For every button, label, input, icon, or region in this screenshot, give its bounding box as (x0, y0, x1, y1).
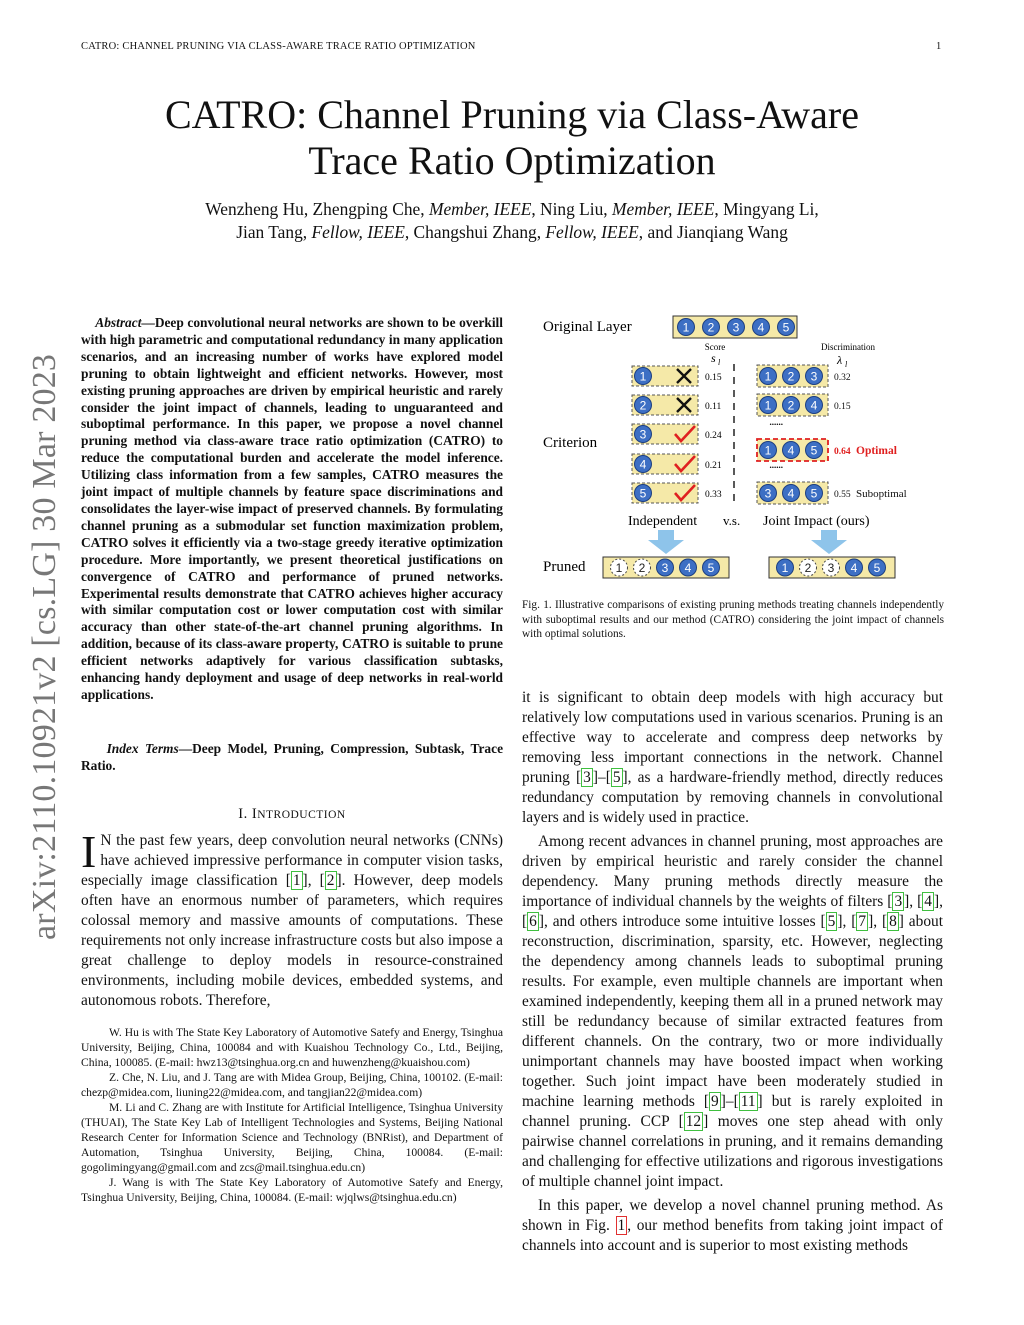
combo-value: 0.55 (834, 490, 851, 500)
down-arrow-icon (648, 530, 684, 554)
citation-link[interactable]: 3 (583, 769, 591, 786)
channel-4 (846, 559, 863, 576)
abstract (81, 315, 503, 704)
authors-text: , Changshui Zhang, (404, 222, 546, 242)
channel-1 (611, 559, 628, 576)
channel-3 (657, 559, 674, 576)
figure-1 (525, 312, 945, 592)
channel-5 (703, 559, 720, 576)
drop-cap: I (81, 826, 97, 877)
independent-rows (632, 366, 722, 503)
section-title-big: I (251, 806, 258, 822)
authors-text: Jian Tang, (236, 222, 312, 242)
citation-link[interactable]: 9 (711, 1093, 719, 1110)
citation-link[interactable]: 1 (292, 872, 301, 889)
channel-5 (635, 485, 652, 502)
body-text: , our method benefits from taking joint impact of channels into account and is superior to most existing methods (522, 1217, 943, 1254)
paragraph (522, 1196, 943, 1256)
citation-link[interactable]: 8 (889, 913, 897, 930)
title-line-2: Trace Ratio Optimization (308, 138, 716, 183)
score-label: Score (704, 342, 726, 352)
channel-2 (703, 319, 720, 336)
body-text: In this paper, we develop a novel channel pruning method. As shown in Fig. (522, 1197, 943, 1234)
channel-label: 1 (764, 369, 772, 384)
channel-label: 4 (684, 561, 692, 575)
title-line-1: CATRO: Channel Pruning via Class-Aware (164, 92, 860, 137)
citation-link[interactable]: 7 (858, 913, 867, 930)
abstract-text: —Deep convolutional neural networks are shown to be overkill with high parametric and computational redundancy in many application scenarios, and an increasing number of works have explored model pruning to obtain lightweight and efficient networks. However, most existing pruning approaches are driven by empirical heuristic and rarely consider the joint impact of channels, leading to unguaranteed and suboptimal performance. In this paper, we propose a novel channel pruning method via class-aware trace ratio optimization (CATRO) to reduce the computational burden and accelerate the model inference. Utilizing class information from a few samples, CATRO measures the joint impact of multiple channels by feature space discriminations and consolidates the layer-wise impact of preserved channels. By formulating channel pruning as a submodular set function maximization problem, CATRO solves it efficiently via a two-stage greedy iterative optimization procedure. More importantly, we present theoretical justifications on convergence of CATRO and performance of pruned networks. Experimental results demonstrate that CATRO achieves higher accuracy with similar computation cost or lower computation cost with similar accuracy than other state-of-the-art channel pruning algorithms. In addition, because of its class-aware property, CATRO is suitable to prune efficient networks adaptively for various classification subtasks, enhancing handy deployment and usage of deep networks in real-world applications. (81, 315, 503, 702)
channel-label: 5 (639, 486, 647, 501)
dash: – (725, 1093, 734, 1110)
body-text: moves one step ahead with only pairwise channel correlations in pruning, and it remains demanding and challenging for effective utilizations and rigorous investigations of multiple channel joint impact. (522, 1113, 943, 1190)
channel-label: 1 (639, 369, 647, 384)
channel-4 (680, 559, 697, 576)
channel-1 (777, 559, 794, 576)
index-terms-text: —Deep Model, Pruning, Compression, Subtask, Trace Ratio. (81, 741, 504, 773)
author-title: Fellow, IEEE (545, 222, 639, 242)
channel-1 (635, 368, 652, 385)
score-symbol-sub: l (718, 358, 721, 367)
body-text: it is significant to obtain deep models with high accuracy but relatively low computations used in various scenarios. Pruning is an effective way to accelerate and compress deep networks by removing less important connections in the network. Channel pruning (522, 689, 943, 786)
paragraph: Among recent advances in channel pruning, most approaches are driven by empirical heuristic and rarely consider the channel dependency. Many pruning methods directly measure the importance of individual channels by the weights of filters [ 3 ], [ 4 ], [ 6 ], and others introduce some intuitive losses [ 5 ], [ 7 ], [ 8 ] about reconstruction, discrimination, sparsity, etc. However, neglecting the dependency among channels leads to suboptimal pruning results. For example, even multiple channels are important when examined independently, keeping them all in a pruned network may still be redundancy because of similar extracted features from different channels. On the contrary, two or more individually unimportant channels may have boosted impact when working together. Such joint impact have been moderately studied in machine learning methods [ 9 ]–[ 11 ] but is rarely exploited in channel pruning. CCP [ 12 ] moves one step ahead with only pairwise channel correlations in pruning, and it remains demanding and challenging for effective utilizations and rigorous investigations of multiple channel joint impact. (522, 833, 943, 1190)
right-column-body (522, 688, 943, 1260)
intro-text: N the past few years, deep convolution neural networks (CNNs) have achieved impressive performance in computer vision tasks, especially image classification (81, 832, 503, 889)
channel-label: 3 (827, 561, 835, 575)
body-text: about reconstruction, discrimination, sparsity, etc. However, neglecting the dependency among channels leads to suboptimal pruning results. For example, even multiple channels are important when examined independently, keeping them all in a pruned network may still be redundancy because of similar extracted features from different channels. On the contrary, two or more individually unimportant channels may have boosted impact when working together. Such joint impact have been moderately studied in machine learning methods (522, 913, 943, 1110)
score-value: 0.11 (705, 402, 722, 412)
author-footnotes (81, 1025, 503, 1205)
label-pruned: Pruned (543, 559, 586, 575)
discrimination-label: Discrimination (821, 342, 875, 352)
channel-label: 4 (850, 561, 858, 575)
author-title: Fellow, IEEE (311, 222, 405, 242)
channel-label: 4 (787, 443, 795, 458)
footnote: Z. Che, N. Liu, and J. Tang are with Midea Group, Beijing, China, 100102. (E-mail: chezp@midea.com, liuning22@midea.com, and tangjian22@midea.com) (81, 1071, 503, 1099)
body-text: , (909, 893, 918, 910)
channel-5 (806, 442, 823, 459)
channel-3 (635, 426, 652, 443)
channel-2 (635, 397, 652, 414)
footnote: M. Li and C. Zhang are with Institute for Artificial Intelligence, Tsinghua University (THUAI), The State Key Lab of Intelligent Technologies and Systems, Beijing National Research Center for Information Science and Technology (BNRist), and Department of Automation, Tsinghua University, Beijing, China, 100084. (E-mail: gogolimingyang@gmail.com and zcs@mail.tsinghua.edu.cn) (81, 1101, 503, 1174)
channel-5 (778, 319, 795, 336)
channel-label: 2 (638, 561, 646, 575)
channel-label: 1 (764, 443, 772, 458)
channel-label: 5 (707, 561, 715, 575)
ellipsis: ...... (769, 413, 783, 428)
channel-3 (823, 559, 840, 576)
body-text: Among recent advances in channel pruning, most approaches are driven by empirical heuristic and rarely consider the channel dependency. Many pruning methods directly measure the importance of individual channels by the weights of filters (522, 833, 943, 910)
lambda-symbol: λ (837, 353, 843, 367)
body-text: , (842, 913, 852, 930)
channel-label: 2 (639, 398, 647, 413)
down-arrow-icon (811, 530, 847, 554)
lambda-symbol-sub: l (845, 360, 848, 369)
channel-label: 2 (787, 369, 795, 384)
channel-3 (760, 485, 777, 502)
author-list (120, 198, 904, 244)
arxiv-stamp: arXiv:2110.10921v2 [cs.LG] 30 Mar 2023 (26, 353, 63, 940)
section-heading (81, 806, 503, 823)
score-value: 0.33 (705, 490, 722, 500)
combo-note: Optimal (856, 445, 897, 457)
channel-2 (783, 397, 800, 414)
score-value: 0.24 (705, 431, 722, 441)
channel-label: 3 (764, 486, 772, 501)
channel-4 (783, 442, 800, 459)
label-joint-impact: Joint Impact (ours) (763, 514, 870, 529)
intro-text: , (307, 872, 320, 889)
citation-link[interactable]: 5 (827, 913, 836, 930)
channel-label: 5 (782, 320, 790, 335)
channel-label: 4 (757, 320, 765, 335)
body-text: , (939, 893, 943, 910)
score-value: 0.21 (705, 461, 722, 471)
channel-4 (783, 485, 800, 502)
channel-label: 1 (615, 561, 623, 575)
channel-label: 2 (707, 320, 715, 335)
channel-label: 1 (682, 320, 690, 335)
joint-rows (757, 365, 907, 504)
author-title: Member, IEEE (428, 199, 532, 219)
channel-label: 4 (787, 486, 795, 501)
channel-5 (869, 559, 886, 576)
channel-2 (783, 368, 800, 385)
paper-title (100, 92, 924, 184)
channel-label: 5 (873, 561, 881, 575)
citation-link[interactable]: 2 (326, 872, 335, 889)
channel-label: 1 (764, 398, 772, 413)
channel-label: 4 (639, 457, 647, 472)
abstract-lead: Abstract (95, 315, 142, 330)
authors-text: , Ning Liu, (531, 199, 612, 219)
channel-5 (806, 485, 823, 502)
combo-value: 0.15 (834, 402, 851, 412)
channel-label: 3 (810, 369, 818, 384)
section-title-small: NTRODUCTION (257, 809, 346, 821)
combo-value: 0.32 (834, 373, 851, 383)
channel-label: 2 (804, 561, 812, 575)
page-number: 1 (936, 41, 942, 52)
label-criterion: Criterion (543, 435, 598, 451)
paragraph: it is significant to obtain deep models with high accuracy but relatively low computations used in various scenarios. Pruning is an effective way to accelerate and compress deep networks by removing less important connections in the network. Channel pruning [ 3 ]–[ 5 ], as a hardware-friendly method, directly reduces redundancy computation by removing channels in convolutional layers and is widely used in practice. (522, 689, 943, 826)
label-independent: Independent (628, 514, 698, 529)
body-text: , as a hardware-friendly method, directly reduces redundancy computation by removing channels in convolutional layers and is widely used in practice. (522, 769, 943, 826)
dash: – (597, 769, 606, 786)
channel-4 (635, 456, 652, 473)
citation-link[interactable]: 12 (685, 1113, 702, 1130)
channel-label: 5 (810, 443, 818, 458)
combo-note: Suboptimal (856, 488, 907, 500)
author-title: Member, IEEE (612, 199, 715, 219)
channel-4 (753, 319, 770, 336)
index-terms (81, 741, 503, 775)
channel-1 (678, 319, 695, 336)
channel-label: 5 (810, 486, 818, 501)
label-original-layer: Original Layer (543, 319, 632, 335)
channel-2 (634, 559, 651, 576)
body-text: but is rarely exploited in channel pruning. CCP (522, 1093, 943, 1130)
channel-2 (800, 559, 817, 576)
authors-text: , and Jianqiang Wang (638, 222, 788, 242)
channel-label: 3 (661, 561, 669, 575)
score-symbol: s (711, 351, 716, 365)
running-header: CATRO: CHANNEL PRUNING VIA CLASS-AWARE TRACE RATIO OPTIMIZATION (81, 41, 476, 52)
intro-text: . However, deep models often have an enormous number of parameters, which requires colossal memory and massive amounts of computations. These requirements not only increase infrastructure costs but also impose a great challenge to deploy models in resource-constrained environments, including mobile devices, embedded systems, and autonomous robots. Therefore, (81, 872, 503, 1009)
footnote: J. Wang is with The State Key Laboratory of Automotive Satefy and Energy, Tsinghua University, Beijing, China, 100084. (E-mail: wjqlws@tsinghua.edu.cn) (81, 1176, 503, 1204)
intro-paragraph: I N the past few years, deep convolution neural networks (CNNs) have achieved impressive performance in computer vision tasks, especially image classification [ 1 ], [ 2 ]. However, deep models often have an enormous number of parameters, which requires colossal memory and massive amounts of computations. These requirements not only increase infrastructure costs but also impose a great challenge to deploy models in resource-constrained environments, including mobile devices, embedded systems, and autonomous robots. Therefore, (81, 826, 503, 1009)
channel-4 (806, 397, 823, 414)
figure-caption: Fig. 1. Illustrative comparisons of existing pruning methods treating channels independently with suboptimal results and our method (CATRO) considering the joint impact of channels with optimal solutions. (522, 599, 944, 640)
channel-label: 3 (639, 427, 647, 442)
citation-link[interactable]: 5 (612, 769, 621, 786)
authors-text: , Mingyang Li, (714, 199, 819, 219)
channel-label: 1 (781, 561, 789, 575)
channel-1 (760, 368, 777, 385)
section-number: I. (238, 806, 248, 822)
citation-link[interactable]: 11 (740, 1093, 756, 1110)
ellipsis: ...... (769, 456, 783, 471)
body-text: , (873, 913, 882, 930)
score-value: 0.15 (705, 373, 722, 383)
label-vs: v.s. (723, 513, 741, 528)
index-terms-lead: Index Terms (106, 741, 179, 756)
authors-text: Wenzheng Hu, Zhengping Che, (205, 199, 429, 219)
footnote: W. Hu is with The State Key Laboratory of Automotive Satefy and Energy, Tsinghua University, Beijing, China, 100084 and with Kuaishou Technology Co., Ltd., Beijing, China, 100085. (E-mail: hwz13@tsinghua.org.cn and huwenzheng@kuaishou.com) (81, 1026, 503, 1069)
channel-label: 3 (732, 320, 740, 335)
citation-link[interactable]: 6 (529, 913, 537, 930)
combo-value: 0.64 (834, 447, 851, 457)
channel-1 (760, 397, 777, 414)
channel-label: 2 (787, 398, 795, 413)
channel-label: 4 (810, 398, 818, 413)
citation-link[interactable]: 4 (924, 893, 932, 910)
channel-3 (806, 368, 823, 385)
body-text: , and others introduce some intuitive losses (543, 913, 821, 930)
channel-3 (728, 319, 745, 336)
figure-link[interactable]: 1 (617, 1217, 626, 1234)
citation-link[interactable]: 3 (894, 893, 903, 910)
